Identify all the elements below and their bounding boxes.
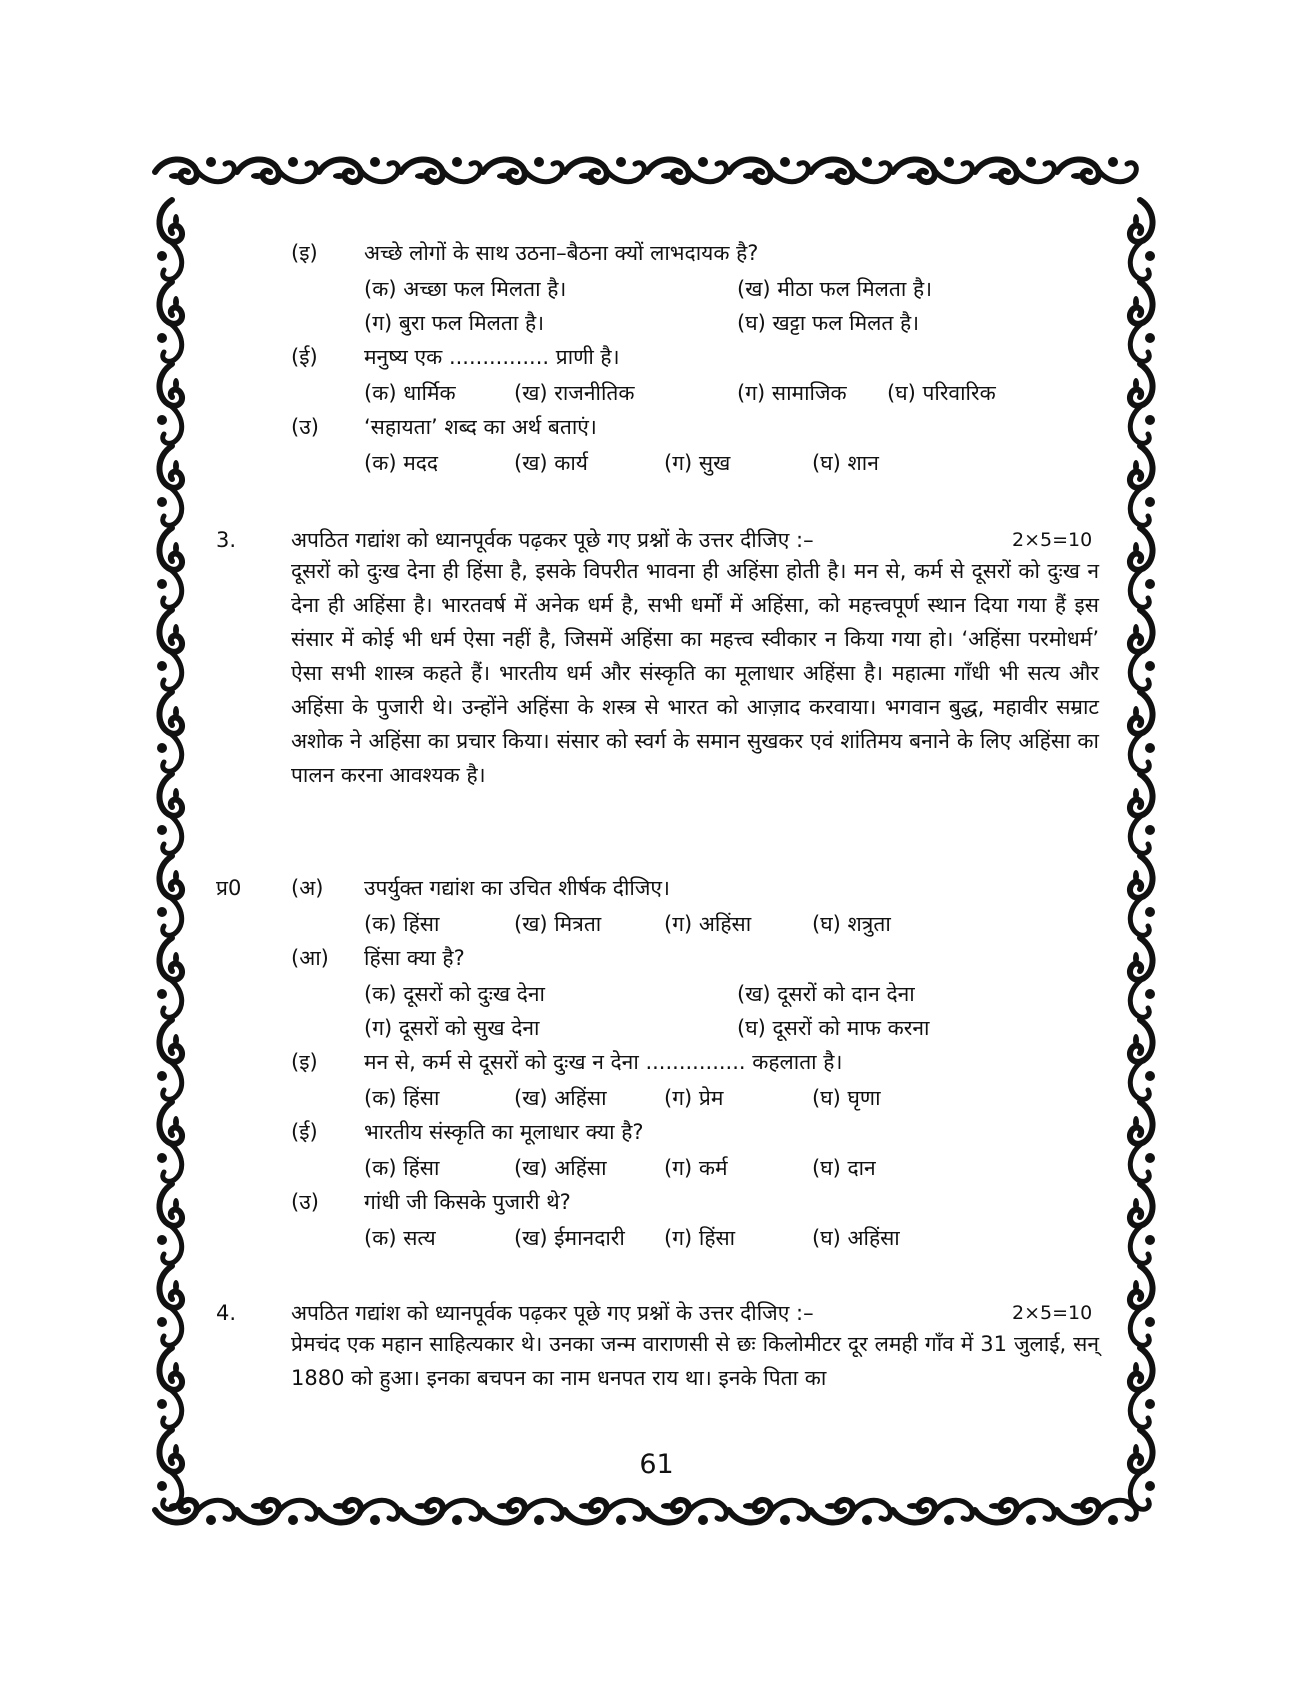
- border-ornament: [1130, 364, 1155, 443]
- border-ornament: [157, 610, 182, 689]
- border-ornament: [319, 1500, 398, 1525]
- option: (क) दूसरों को दुःख देना: [364, 982, 545, 1006]
- question-text: मनुष्य एक ............... प्राणी है।: [364, 345, 620, 369]
- question-number: 4.: [216, 1301, 237, 1325]
- border-ornament: [155, 157, 234, 182]
- question-heading: अपठित गद्यांश को ध्यानपूर्वक पढ़कर पूछे गए प्रश्नों के उत्तर दीजिए :–: [291, 528, 814, 552]
- question-text: उपर्युक्त गद्यांश का उचित शीर्षक दीजिए।: [364, 876, 670, 900]
- option: (ख) राजनीतिक: [514, 381, 635, 405]
- marks-label: 2×5=10: [1012, 1302, 1093, 1324]
- option: (क) सत्य: [364, 1226, 436, 1250]
- border-ornament: [157, 1348, 182, 1427]
- marks-label: 2×5=10: [1012, 529, 1093, 551]
- question-heading: अपठित गद्यांश को ध्यानपूर्वक पढ़कर पूछे गए प्रश्नों के उत्तर दीजिए :–: [291, 1301, 814, 1325]
- option: (घ) खट्टा फल मिलत है।: [737, 311, 920, 335]
- option: (ग) बुरा फल मिलता है।: [364, 311, 545, 335]
- option: (ग) सामाजिक: [737, 381, 847, 405]
- option: (ग) दूसरों को सुख देना: [364, 1016, 540, 1040]
- page-number: 61: [639, 1449, 674, 1480]
- border-ornament: [729, 1500, 808, 1525]
- border-ornament: [565, 1500, 644, 1525]
- border-ornament: [157, 692, 182, 771]
- question-text: हिंसा क्या है?: [364, 946, 465, 970]
- option: (क) हिंसा: [364, 912, 440, 936]
- border-ornament: [319, 157, 398, 182]
- border-ornament: [157, 856, 182, 935]
- border-ornament: [157, 1266, 182, 1345]
- border-ornament: [157, 1020, 182, 1099]
- question-label: (उ): [291, 1190, 319, 1214]
- option: (घ) अहिंसा: [812, 1226, 900, 1250]
- border-ornament: [729, 157, 808, 182]
- option: (क) हिंसा: [364, 1156, 440, 1180]
- border-ornament: [975, 1500, 1054, 1525]
- border-ornament: [1130, 282, 1155, 361]
- border-ornament: [157, 1102, 182, 1181]
- question-text: भारतीय संस्कृति का मूलाधार क्या है?: [364, 1120, 644, 1144]
- question-label: (अ): [291, 876, 324, 900]
- question-number: 3.: [216, 528, 237, 552]
- border-ornament: [893, 1500, 972, 1525]
- border-ornament: [811, 1500, 890, 1525]
- option: (ख) अहिंसा: [514, 1086, 607, 1110]
- question-label: (आ): [291, 946, 329, 970]
- border-ornament: [1057, 1500, 1136, 1525]
- border-ornament: [157, 364, 182, 443]
- border-ornament: [1130, 528, 1155, 607]
- question-label: (उ): [291, 415, 319, 439]
- option: (ख) मीठा फल मिलता है।: [737, 277, 933, 301]
- border-ornament: [1130, 1266, 1155, 1345]
- question-text: अच्छे लोगों के साथ उठना–बैठना क्यों लाभदायक है?: [364, 241, 759, 265]
- border-ornament: [893, 157, 972, 182]
- border-ornament: [237, 157, 316, 182]
- border-ornament: [157, 200, 182, 279]
- border-ornament: [157, 528, 182, 607]
- option: (क) मदद: [364, 451, 439, 475]
- question-label: (ई): [291, 1120, 318, 1144]
- border-ornament: [1130, 1184, 1155, 1263]
- question-text: ‘सहायता’ शब्द का अर्थ बताएं।: [364, 415, 597, 439]
- border-ornament: [1130, 1020, 1155, 1099]
- questions-prefix: प्र0: [216, 876, 242, 900]
- option: (घ) शान: [812, 451, 879, 475]
- border-ornament: [1130, 1348, 1155, 1427]
- question-label: (ई): [291, 345, 318, 369]
- option: (घ) शत्रुता: [812, 912, 891, 936]
- border-ornament: [975, 157, 1054, 182]
- option: (ग) सुख: [664, 451, 731, 475]
- border-ornament: [1130, 446, 1155, 525]
- border-ornament: [1130, 774, 1155, 853]
- border-ornament: [157, 446, 182, 525]
- option: (ख) ईमानदारी: [514, 1226, 625, 1250]
- option: (ख) मित्रता: [514, 912, 602, 936]
- option: (क) धार्मिक: [364, 381, 456, 405]
- question-text: गांधी जी किसके पुजारी थे?: [364, 1190, 571, 1214]
- border-ornament: [1130, 938, 1155, 1017]
- border-ornament: [1130, 856, 1155, 935]
- option: (ग) कर्म: [664, 1156, 728, 1180]
- option: (क) हिंसा: [364, 1086, 440, 1110]
- border-ornament: [157, 774, 182, 853]
- border-ornament: [483, 1500, 562, 1525]
- option: (ग) हिंसा: [664, 1226, 736, 1250]
- option: (ख) कार्य: [514, 451, 588, 475]
- border-ornament: [1130, 692, 1155, 771]
- option: (घ) घृणा: [812, 1086, 881, 1110]
- question-label: (इ): [291, 241, 318, 265]
- border-ornament: [157, 282, 182, 361]
- border-ornament: [483, 157, 562, 182]
- option: (ख) अहिंसा: [514, 1156, 607, 1180]
- option: (घ) दूसरों को माफ करना: [737, 1016, 930, 1040]
- border-ornament: [401, 1500, 480, 1525]
- option: (घ) दान: [812, 1156, 876, 1180]
- question-text: मन से, कर्म से दूसरों को दुःख न देना ............... कहलाता है।: [364, 1050, 843, 1074]
- border-ornament: [647, 1500, 726, 1525]
- border-ornament: [1130, 610, 1155, 689]
- passage: दूसरों को दुःख देना ही हिंसा है, इसके विपरीत भावना ही अहिंसा होती है। मन से, कर्म से दूसरों को दुःख न देना ही अहिंसा है। भारतवर्ष में अनेक धर्म है, सभी धर्मों में अहिंसा, को महत्त्वपूर्ण स्थान दिया गया हैं इस संसार में कोई भी धर्म ऐसा नहीं है, जिसमें अहिंसा का महत्त्व स्वीकार न किया गया हो। ‘अहिंसा परमोधर्म’ ऐसा सभी शास्त्र कहते हैं। भारतीय धर्म और संस्कृति का मूलाधार अहिंसा है। महात्मा गाँधी भी सत्य और अहिंसा के पुजारी थे। उन्होंने अहिंसा के शस्त्र से भारत को आज़ाद करवाया। भगवान बुद्ध, महावीर सम्राट अशोक ने अहिंसा का प्रचार किया। संसार को स्वर्ग के समान सुखकर एवं शांतिमय बनाने के लिए अहिंसा का पालन करना आवश्यक है।: [291, 559, 1099, 787]
- border-ornament: [565, 157, 644, 182]
- option: (ख) दूसरों को दान देना: [737, 982, 915, 1006]
- option: (ग) अहिंसा: [664, 912, 752, 936]
- border-ornament: [401, 157, 480, 182]
- border-ornament: [1130, 1102, 1155, 1181]
- passage: प्रेमचंद एक महान साहित्यकार थे। उनका जन्म वाराणसी से छः किलोमीटर दूर लमही गाँव में 31 जुलाई, सन् 1880 को हुआ। इनका बचपन का नाम धनपत राय था। इनके पिता का: [291, 1332, 1099, 1390]
- option: (क) अच्छा फल मिलता है।: [364, 277, 567, 301]
- border-ornament: [237, 1500, 316, 1525]
- question-label: (इ): [291, 1050, 318, 1074]
- border-ornament: [157, 938, 182, 1017]
- option: (घ) परिवारिक: [887, 381, 996, 405]
- border-ornament: [157, 1184, 182, 1263]
- border-ornament: [811, 157, 890, 182]
- border-ornament: [647, 157, 726, 182]
- option: (ग) प्रेम: [664, 1086, 724, 1110]
- border-ornament: [1130, 200, 1155, 279]
- border-ornament: [155, 1500, 234, 1525]
- border-ornament: [1057, 157, 1136, 182]
